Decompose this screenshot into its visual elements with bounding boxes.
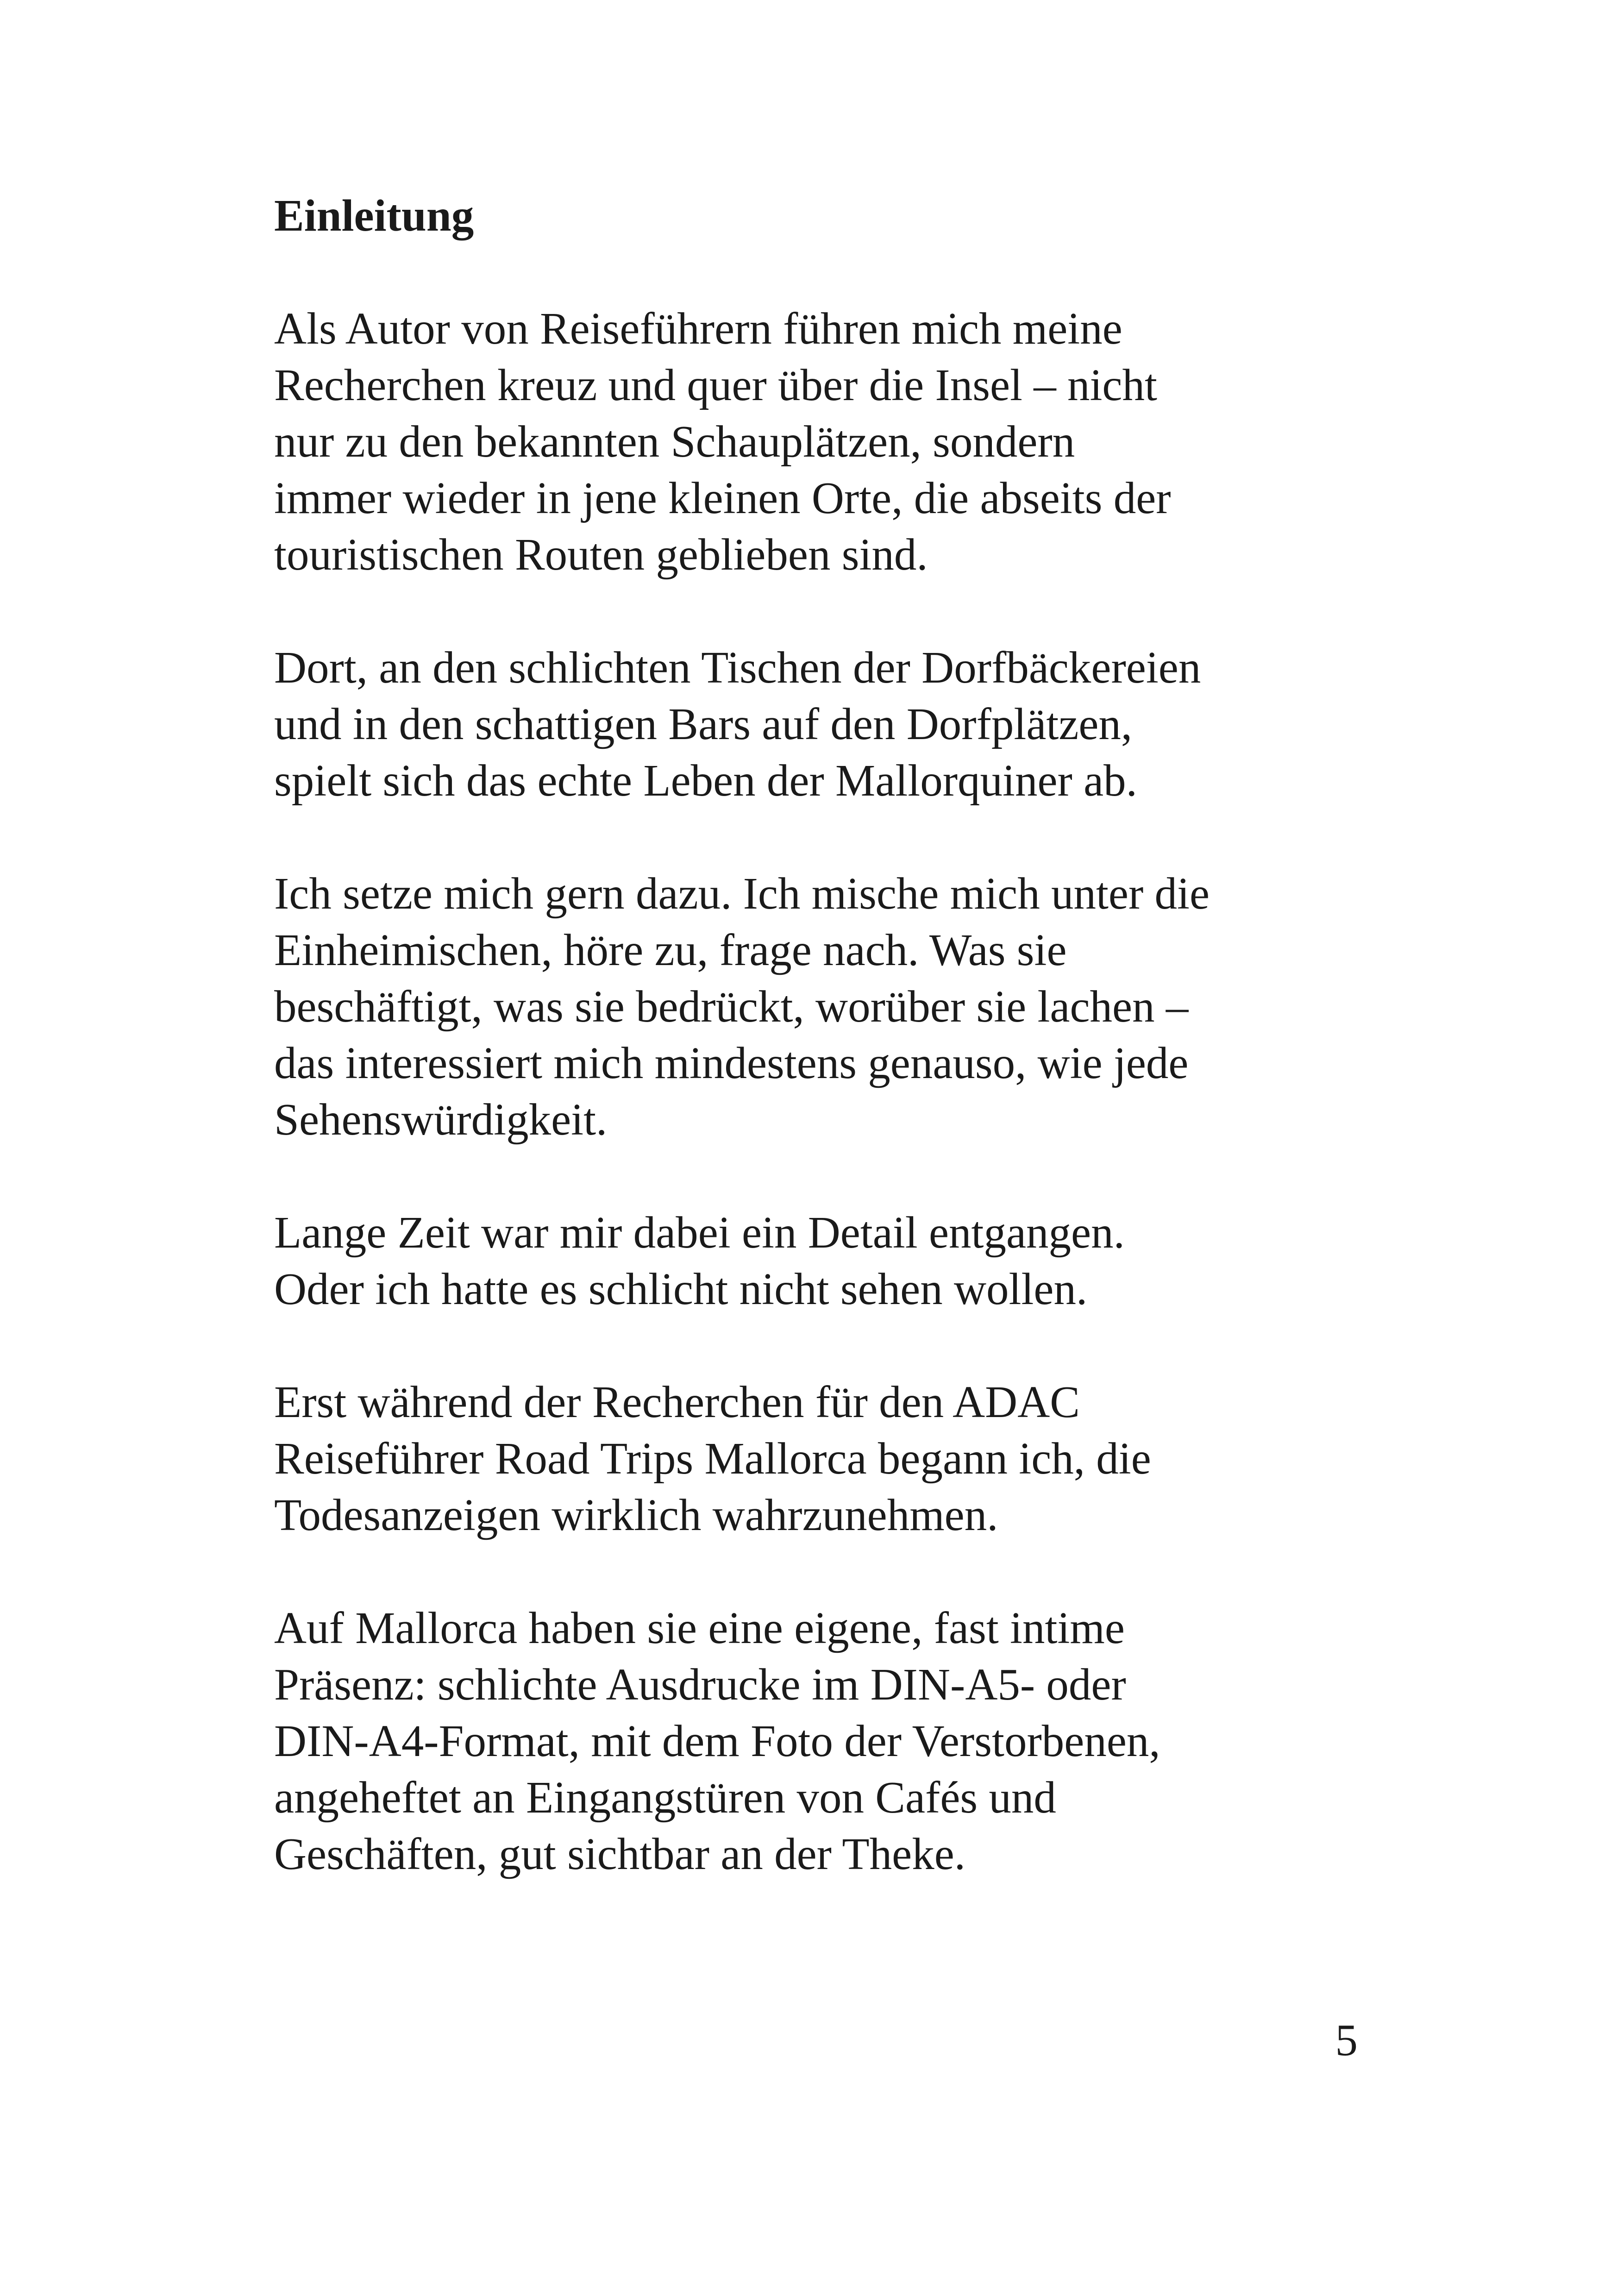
paragraph [274,1374,1376,1543]
text-line: Sehenswürdigkeit. [274,1095,608,1144]
paragraph [274,640,1376,809]
text-line: Todesanzeigen wirklich wahrzunehmen. [274,1490,998,1540]
text-line: Lange Zeit war mir dabei ein Detail entgangen. [274,1208,1125,1257]
text-line: Erst während der Recherchen für den ADAC [274,1377,1080,1427]
text-line: und in den schattigen Bars auf den Dorfplätzen, [274,699,1133,749]
text-line: das interessiert mich mindestens genauso, wie jede [274,1038,1189,1088]
text-line: Dort, an den schlichten Tischen der Dorfbäckereien [274,643,1201,692]
text-line: Reiseführer Road Trips Mallorca begann ich, die [274,1434,1151,1483]
chapter-heading: Einleitung [274,191,474,240]
text-line: Ich setze mich gern dazu. Ich mische mich unter die [274,869,1210,918]
text-line: Geschäften, gut sichtbar an der Theke. [274,1829,966,1879]
text-line: spielt sich das echte Leben der Mallorquiner ab. [274,756,1137,805]
text-line: Oder ich hatte es schlicht nicht sehen wollen. [274,1264,1088,1314]
text-line: nur zu den bekannten Schauplätzen, sondern [274,417,1075,466]
paragraph [274,1204,1376,1317]
text-line: Einheimischen, höre zu, frage nach. Was sie [274,925,1067,975]
paragraph [274,1600,1376,1882]
text-line: Als Autor von Reiseführern führen mich meine [274,304,1122,353]
paragraph [274,301,1376,583]
paragraph [274,866,1376,1148]
page-number: 5 [1335,2015,1358,2065]
text-line: Präsenz: schlichte Ausdrucke im DIN-A5- oder [274,1660,1126,1709]
text-line: immer wieder in jene kleinen Orte, die abseits der [274,473,1171,523]
main-text [274,188,1376,1882]
text-line: beschäftigt, was sie bedrückt, worüber sie lachen – [274,982,1189,1031]
text-line: DIN-A4-Format, mit dem Foto der Verstorbenen, [274,1716,1160,1766]
text-line: Recherchen kreuz und quer über die Insel – nicht [274,360,1157,410]
text-line: Auf Mallorca haben sie eine eigene, fast intime [274,1603,1125,1653]
text-line: touristischen Routen geblieben sind. [274,530,928,579]
text-line: angeheftet an Eingangstüren von Cafés und [274,1773,1056,1822]
